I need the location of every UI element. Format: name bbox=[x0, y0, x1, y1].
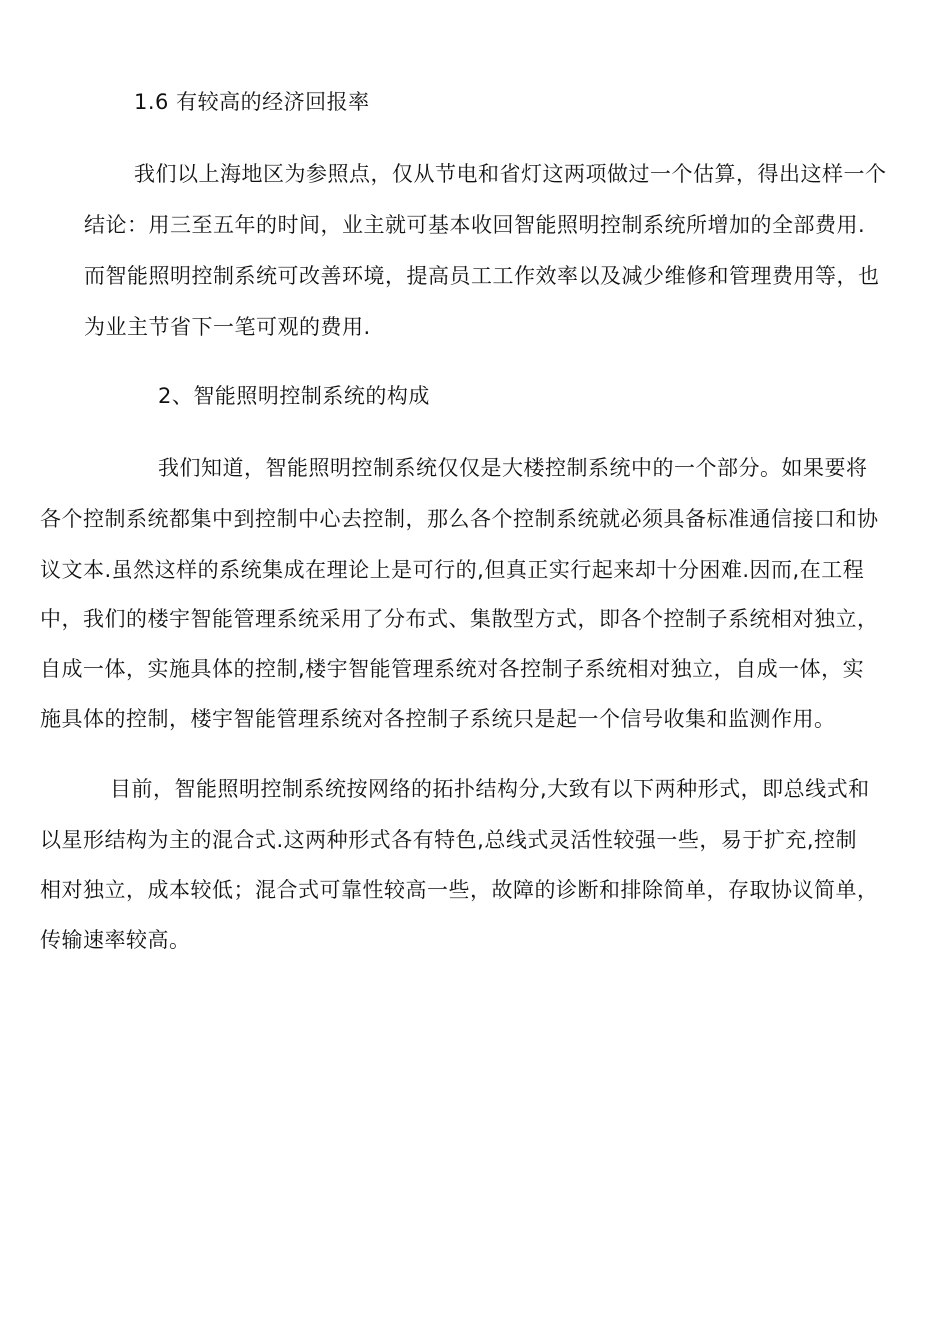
paragraph-line: 各个控制系统都集中到控制中心去控制，那么各个控制系统就必须具备标准通信接口和协 bbox=[40, 507, 879, 531]
paragraph-line: 目前，智能照明控制系统按网络的拓扑结构分,大致有以下两种形式，即总线式和 bbox=[110, 777, 870, 801]
paragraph-line: 议文本.虽然这样的系统集成在理论上是可行的,但真正实行起来却十分困难.因而,在工程 bbox=[40, 558, 865, 582]
paragraph-line: 结论：用三至五年的时间，业主就可基本收回智能照明控制系统所增加的全部费用. bbox=[84, 213, 866, 237]
section-heading-2: 2、智能照明控制系统的构成 bbox=[158, 384, 430, 408]
paragraph-line: 我们以上海地区为参照点，仅从节电和省灯这两项做过一个估算，得出这样一个 bbox=[134, 162, 887, 186]
paragraph-line: 为业主节省下一笔可观的费用. bbox=[84, 315, 371, 339]
paragraph-line: 施具体的控制，楼宇智能管理系统对各控制子系统只是起一个信号收集和监测作用。 bbox=[40, 707, 836, 731]
paragraph-line: 以星形结构为主的混合式.这两种形式各有特色,总线式灵活性较强一些，易于扩充,控制 bbox=[40, 828, 858, 852]
paragraph-line: 我们知道，智能照明控制系统仅仅是大楼控制系统中的一个部分。如果要将 bbox=[158, 456, 868, 480]
paragraph-line: 而智能照明控制系统可改善环境，提高员工工作效率以及减少维修和管理费用等，也 bbox=[84, 264, 880, 288]
paragraph-line: 自成一体，实施具体的控制,楼宇智能管理系统对各控制子系统相对独立，自成一体，实 bbox=[40, 657, 865, 681]
paragraph-line: 相对独立，成本较低；混合式可靠性较高一些，故障的诊断和排除简单，存取协议简单， bbox=[40, 878, 879, 902]
section-heading-1-6: 1.6 有较高的经济回报率 bbox=[134, 90, 370, 114]
paragraph-line: 中，我们的楼宇智能管理系统采用了分布式、集散型方式，即各个控制子系统相对独立， bbox=[40, 607, 879, 631]
paragraph-line: 传输速率较高。 bbox=[40, 928, 191, 952]
